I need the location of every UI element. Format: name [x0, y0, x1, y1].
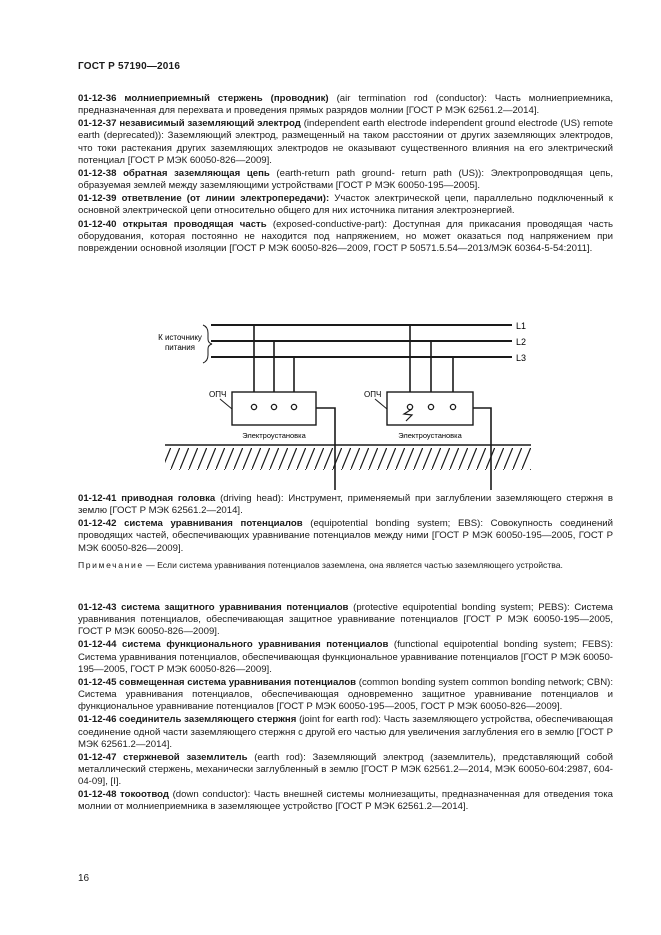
term-code: 01-12-47 [78, 751, 117, 763]
page-number: 16 [78, 873, 90, 884]
term-code: 01-12-36 [78, 93, 117, 104]
terminal [271, 404, 276, 409]
term-entry [78, 493, 613, 517]
term-name: стержневой заземлитель [123, 751, 248, 763]
term-code: 01-12-38 [78, 167, 117, 179]
source-label: питания [164, 343, 196, 352]
term-name: совмещенная система уравнивания потенциалов [119, 676, 357, 688]
term-code: 01-12-41 [78, 493, 117, 504]
term-entry [78, 789, 613, 813]
exposed-conductive-part-diagram [0, 315, 661, 490]
term-entry [78, 714, 613, 750]
device-pointer [220, 399, 232, 409]
note [78, 560, 613, 571]
term-definition: (independent earth electrode independent ground electrode (US) remote earth (deprecated)): Заземляющий электрод, размещенный на таком расстоянии от других заземляющих электродов, что токи растекания других заземляющих электродов не оказывают существенного влияния на его электрический потенциал [ГОСТ Р МЭК 60050-826—2009]. [78, 118, 614, 166]
page-header: ГОСТ Р 57190—2016 [78, 61, 181, 72]
term-definition: (joint for earth rod): Часть заземляющего устройства, обеспечивающая соединение одной части заземляющего стержня с другой его частью для увеличения заглубления его в землю [ГОСТ Р МЭК 62561.2—2014]. [78, 714, 613, 750]
term-definition: (common bonding system common bonding network; CBN): Система уравнивания потенциалов, обеспечивающая одновременно защитное уравнивание потенциалов и функциональное уравнивание потенциалов [ГОСТ Р МЭК 60050-195—2005, ГОСТ Р МЭК 60050-826—2009]. [78, 676, 614, 713]
term-code: 01-12-46 [78, 714, 117, 726]
installation-label: Электроустановка [398, 431, 462, 440]
term-definition: (down conductor): Часть внешней системы молниезащиты, предназначенная для отведения тока молнии от молниеприемника в заземляющее устройство [ГОСТ Р МЭК 62561.2—2014]. [78, 789, 613, 813]
term-definition: (earth-return path ground- return path (US)): Электропроводящая цепь, образуемая землей между заземляющими устройствами [ГОСТ Р МЭК 60050-195—2005]. [78, 167, 613, 192]
term-code: 01-12-48 [78, 789, 117, 801]
term-definition: (driving head): Инструмент, применяемый при заглублении заземляющего стержня в землю [ГОСТ Р МЭК 62561.2—2014]. [78, 493, 613, 517]
terms-block-1 [78, 93, 613, 256]
term-name: независимый заземляющий электрод [119, 118, 301, 130]
term-code: 01-12-37 [78, 118, 117, 130]
note-text: — Если система уравнивания потенциалов заземлена, она является частью заземляющего устройства. [143, 559, 563, 570]
term-name: приводная головка [121, 493, 216, 504]
term-name: токоотвод [120, 789, 169, 801]
term-name: соединитель заземляющего стержня [119, 714, 297, 726]
term-entry [78, 93, 613, 117]
installation-label: Электроустановка [242, 431, 306, 440]
term-code: 01-12-40 [78, 218, 117, 230]
terms-block-3 [78, 602, 613, 815]
term-entry [78, 752, 613, 788]
term-entry [78, 677, 613, 713]
term-code: 01-12-45 [78, 676, 117, 688]
source-label: К источнику [158, 333, 202, 342]
phase-label: L1 [516, 321, 527, 331]
term-entry [78, 193, 613, 217]
phase-label: L3 [516, 353, 527, 363]
terminal [428, 404, 433, 409]
term-name: открытая проводящая часть [122, 218, 267, 230]
device-label: ОПЧ [209, 390, 227, 399]
term-definition: (exposed-conductive-part): Доступная для прикасания проводящая часть оборудования, которая постоянно не находится под напряжением, но может оказаться под напряжением при повреждении основной изоляции [ГОСТ Р МЭК 60050-826—2009, ГОСТ Р 50571.5.54—2013/МЭК 60364-5-54:2011]. [78, 218, 613, 254]
term-entry [78, 518, 613, 554]
term-code: 01-12-43 [78, 602, 117, 613]
term-definition: (equipotential bonding system; EBS): Совокупность соединений проводящих частей, обеспечивающих уравнивание потенциалов между ними [ГОСТ Р МЭК 60050-195—2005, ГОСТ Р МЭК 60050-826—2009]. [78, 518, 614, 554]
phase-label: L2 [516, 337, 527, 347]
term-code: 01-12-42 [78, 518, 117, 530]
term-code: 01-12-44 [78, 639, 117, 651]
term-name: обратная заземляющая цепь [123, 167, 270, 179]
terms-block-2 [78, 493, 613, 576]
device-label: ОПЧ [364, 390, 382, 399]
term-definition: Участок электрической цепи, параллельно подключенный к основной электрической цепи относительно общего для них источника питания электроэнергией. [78, 193, 613, 217]
term-entry [78, 219, 613, 255]
term-definition: (functional equipotential bonding system; FEBS): Система уравнивания потенциалов, обеспечивающая функциональное уравнивание потенциалов [ГОСТ Р МЭК 60050-195—2005, ГОСТ Р МЭК 60050-826—2009]. [78, 639, 613, 675]
term-code: 01-12-39 [78, 193, 117, 205]
terminal [450, 404, 455, 409]
term-entry [78, 118, 613, 166]
term-entry [78, 602, 613, 638]
term-entry [78, 639, 613, 675]
term-definition: (air termination rod (conductor): Часть молниеприемника, предназначенная для перехвата и проведения прямых разрядов молнии [ГОСТ Р МЭК 62561.2—2014]. [78, 93, 613, 117]
term-entry [78, 168, 613, 192]
term-name: ответвление (от линии электропередачи): [121, 193, 330, 205]
earth-hatching [165, 448, 531, 470]
term-definition: (protective equipotential bonding system; PEBS): Система уравнивания потенциалов, обеспечивающая защитное уравнивание потенциалов [ГОСТ Р МЭК 60050-195—2005, ГОСТ Р МЭК 60050-826—2009]. [78, 602, 613, 638]
terminal [251, 404, 256, 409]
note-label: Примечание [78, 559, 144, 570]
term-name: система функционального уравнивания потенциалов [121, 639, 389, 651]
device-pointer [375, 399, 387, 409]
source-brace [203, 325, 212, 363]
term-definition: (earth rod): Заземляющий электрод (заземлитель), представляющий собой металлический стержень, механически заглубленный в землю [ГОСТ Р МЭК 62561.2—2014, МЭК 60050-604:2987, 604-04-09], [I]. [78, 751, 613, 788]
term-name: система защитного уравнивания потенциалов [121, 602, 349, 613]
term-name: молниеприемный стержень (проводник) [124, 93, 329, 104]
terminal [291, 404, 296, 409]
term-name: система уравнивания потенциалов [124, 518, 303, 530]
